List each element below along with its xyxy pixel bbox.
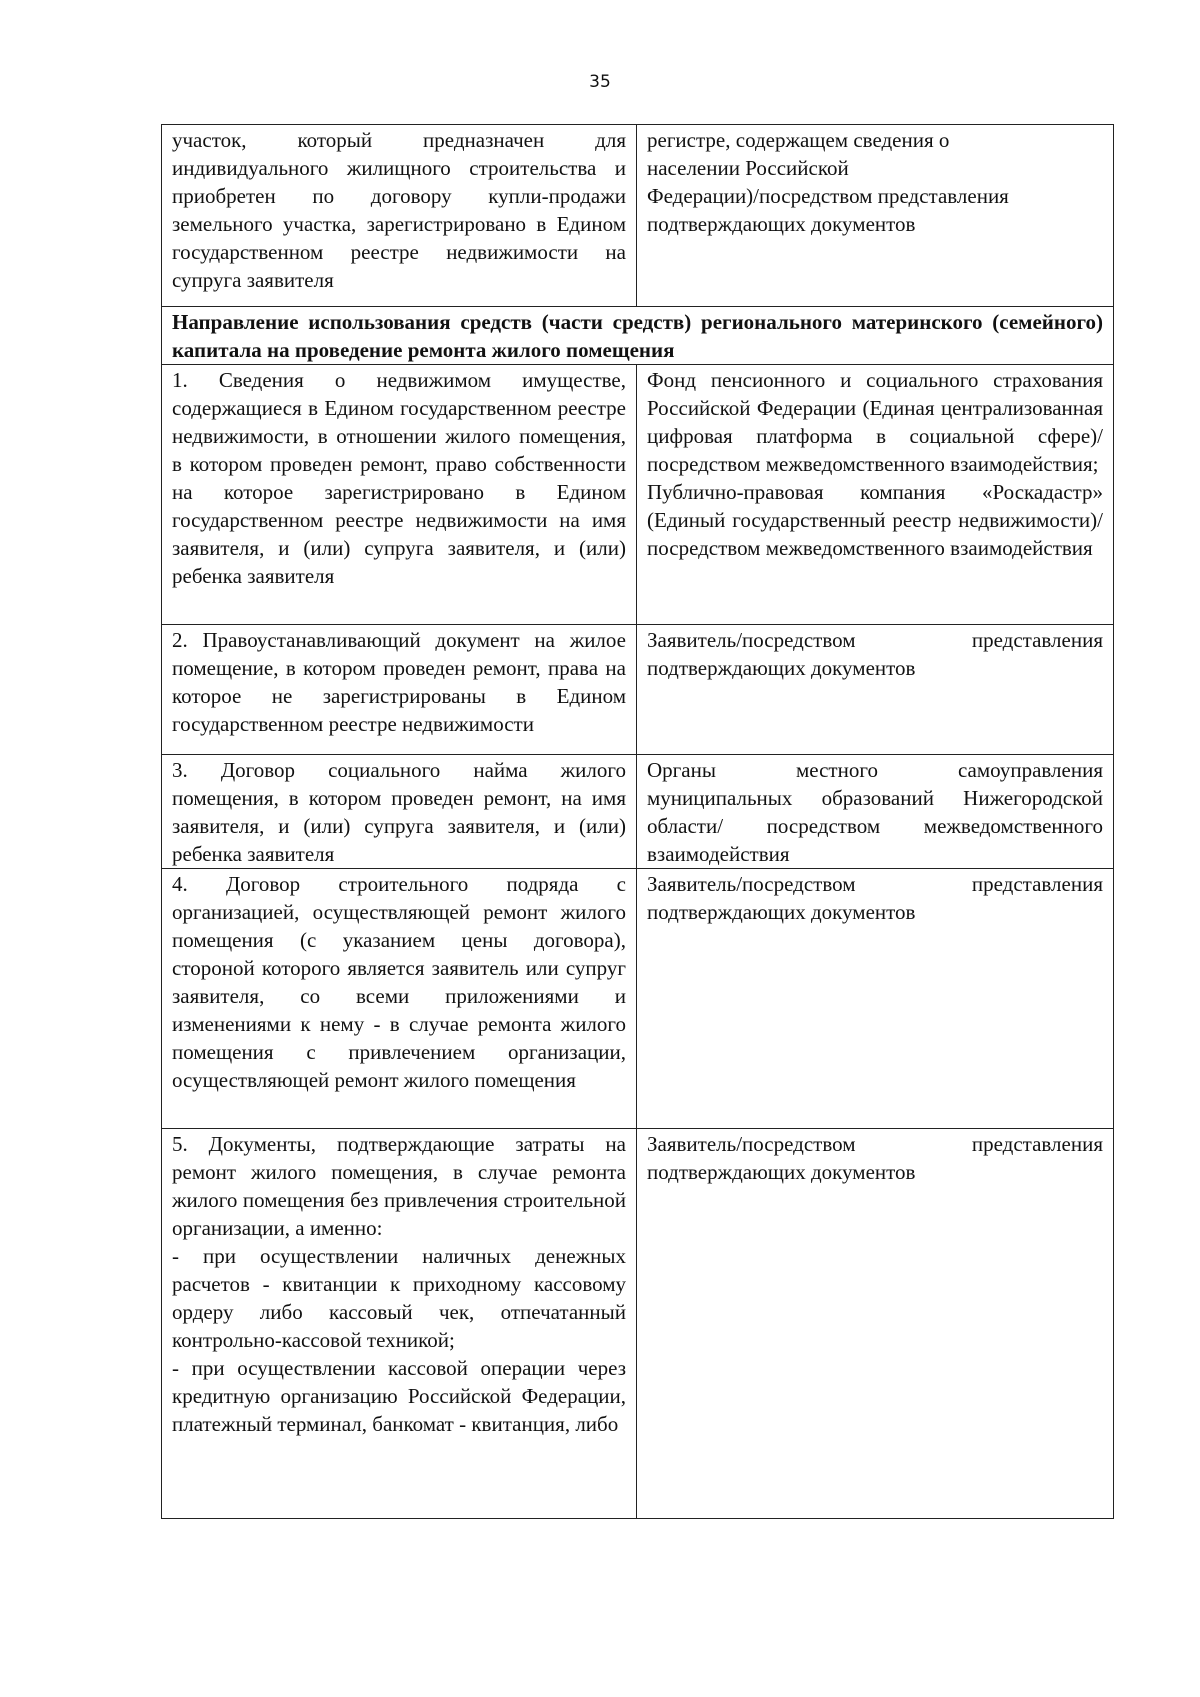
requirement-cell: участок, который предназначен для индивидуального жилищного строительства и приобретен по договору купли-продажи земельного участка, зарегистрировано в Едином государственном реестре недвижимости на супруга заявителя — [162, 125, 637, 307]
requirement-cell: 3. Договор социального найма жилого помещения, в котором проведен ремонт, на имя заявителя, и (или) супруга заявителя, и (или) ребенка заявителя — [162, 755, 637, 869]
table-row — [162, 869, 1114, 1129]
requirement-cell: 5. Документы, подтверждающие затраты на ремонт жилого помещения, в случае ремонта жилого помещения без привлечения строительной организации, а именно: - при осуществлении наличных денежных расчетов - квитанции к приходному кассовому ордеру либо кассовый чек, отпечатанный контрольно-кассовой техникой; - при осуществлении кассовой операции через кредитную организацию Российской Федерации, платежный терминал, банкомат - квитанция, либо — [162, 1129, 637, 1519]
source-cell: Органы местного самоуправления муниципальных образований Нижегородской области/ посредством межведомственного взаимодействия — [637, 755, 1114, 869]
section-heading-row — [162, 307, 1114, 365]
table-row — [162, 1129, 1114, 1519]
section-heading: Направление использования средств (части средств) регионального материнского (семейного) капитала на проведение ремонта жилого помещения — [162, 307, 1114, 365]
table-row — [162, 755, 1114, 869]
source-cell: регистре, содержащем сведения о населении Российской Федерации)/посредством представления подтверждающих документов — [637, 125, 1114, 307]
source-cell: Заявитель/посредством представления подтверждающих документов — [637, 869, 1114, 1129]
requirement-cell: 4. Договор строительного подряда с организацией, осуществляющей ремонт жилого помещения (с указанием цены договора), стороной которого является заявитель или супруг заявителя, со всеми приложениями и изменениями к нему - в случае ремонта жилого помещения с привлечением организации, осуществляющей ремонт жилого помещения — [162, 869, 637, 1129]
table-row — [162, 125, 1114, 307]
requirement-cell: 2. Правоустанавливающий документ на жилое помещение, в котором проведен ремонт, права на которое не зарегистрированы в Едином государственном реестре недвижимости — [162, 625, 637, 755]
requirement-cell: 1. Сведения о недвижимом имуществе, содержащиеся в Едином государственном реестре недвижимости, в отношении жилого помещения, в котором проведен ремонт, право собственности на которое зарегистрировано в Едином государственном реестре недвижимости на имя заявителя, и (или) супруга заявителя, и (или) ребенка заявителя — [162, 365, 637, 625]
source-cell: Заявитель/посредством представления подтверждающих документов — [637, 625, 1114, 755]
documents-table — [161, 124, 1114, 1519]
source-cell: Заявитель/посредством представления подтверждающих документов — [637, 1129, 1114, 1519]
page-number: 35 — [589, 72, 611, 92]
table-row — [162, 625, 1114, 755]
source-cell: Фонд пенсионного и социального страхования Российской Федерации (Единая централизованная цифровая платформа в социальной сфере)/посредством межведомственного взаимодействия; Публично-правовая компания «Роскадастр» (Единый государственный реестр недвижимости)/посредством межведомственного взаимодействия — [637, 365, 1114, 625]
table-row — [162, 365, 1114, 625]
